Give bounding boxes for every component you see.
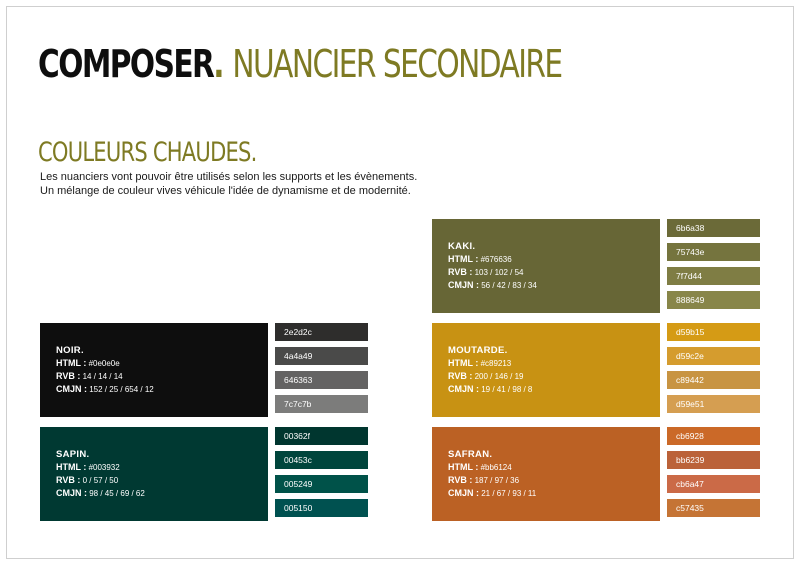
swatch-cmjn-line [56, 487, 268, 500]
title-bold: COMPOSER [38, 42, 214, 86]
shade-noir-2: 4a4a49 [275, 347, 368, 365]
swatch-html-value: #003932 [88, 463, 120, 472]
swatch-cmjn-label: CMJN : [448, 384, 479, 394]
swatch-cmjn-value: 56 / 42 / 83 / 34 [481, 281, 537, 290]
swatch-name: KAKI. [448, 241, 476, 252]
swatch-cmjn-label: CMJN : [56, 488, 87, 498]
swatch-html-label: HTML : [56, 462, 87, 472]
shade-kaki-4: 888649 [667, 291, 760, 309]
shade-sapin-2: 00453c [275, 451, 368, 469]
swatch-rvb-value: 14 / 14 / 14 [82, 372, 123, 381]
swatch-cmjn-label: CMJN : [56, 384, 87, 394]
swatch-cmjn-value: 152 / 25 / 654 / 12 [89, 385, 154, 394]
swatch-html-line [448, 357, 660, 370]
swatch-html-label: HTML : [448, 254, 479, 264]
swatch-html-line [448, 253, 660, 266]
swatch-rvb-value: 103 / 102 / 54 [474, 268, 524, 277]
swatch-safran [432, 427, 660, 521]
swatch-rvb-label: RVB : [448, 267, 473, 277]
swatch-html-line [56, 461, 268, 474]
shade-moutarde-4: d59e51 [667, 395, 760, 413]
shade-moutarde-1: d59b15 [667, 323, 760, 341]
shade-sapin-4: 005150 [275, 499, 368, 517]
swatch-html-value: #676636 [480, 255, 512, 264]
swatch-html-value: #0e0e0e [88, 359, 120, 368]
swatch-name: SAFRAN. [448, 449, 493, 460]
swatch-rvb-label: RVB : [56, 475, 81, 485]
title-dot: . [213, 42, 224, 86]
swatch-rvb-line [56, 474, 268, 487]
swatch-html-line [448, 461, 660, 474]
swatch-cmjn-label: CMJN : [448, 280, 479, 290]
shade-noir-4: 7c7c7b [275, 395, 368, 413]
swatch-html-value: #c89213 [480, 359, 512, 368]
shade-noir-3: 646363 [275, 371, 368, 389]
swatch-rvb-value: 200 / 146 / 19 [474, 372, 524, 381]
swatch-kaki [432, 219, 660, 313]
swatch-html-value: #bb6124 [480, 463, 512, 472]
intro-line-1: Les nuanciers vont pouvoir être utilisés selon les supports et les évènements. [40, 171, 418, 183]
swatch-rvb-line [56, 370, 268, 383]
swatch-name: MOUTARDE. [448, 345, 508, 356]
section-title: COULEURS CHAUDES. [38, 137, 257, 168]
swatch-rvb-line [448, 266, 660, 279]
swatch-sapin [40, 427, 268, 521]
swatch-moutarde [432, 323, 660, 417]
shade-moutarde-2: d59c2e [667, 347, 760, 365]
intro-text [40, 170, 460, 198]
swatch-rvb-value: 0 / 57 / 50 [82, 476, 119, 485]
swatch-cmjn-line [448, 383, 660, 396]
swatch-rvb-label: RVB : [448, 371, 473, 381]
swatch-rvb-line [448, 474, 660, 487]
shade-safran-2: bb6239 [667, 451, 760, 469]
swatch-cmjn-line [56, 383, 268, 396]
intro-line-2: Un mélange de couleur vives véhicule l'idée de dynamisme et de modernité. [40, 185, 411, 197]
swatch-rvb-line [448, 370, 660, 383]
swatch-noir [40, 323, 268, 417]
swatch-rvb-label: RVB : [56, 371, 81, 381]
shade-safran-3: cb6a47 [667, 475, 760, 493]
swatch-rvb-value: 187 / 97 / 36 [474, 476, 520, 485]
shade-sapin-3: 005249 [275, 475, 368, 493]
shade-safran-1: cb6928 [667, 427, 760, 445]
swatch-html-label: HTML : [448, 358, 479, 368]
swatch-cmjn-label: CMJN : [448, 488, 479, 498]
swatch-rvb-label: RVB : [448, 475, 473, 485]
shade-kaki-2: 75743e [667, 243, 760, 261]
shade-sapin-1: 00362f [275, 427, 368, 445]
shade-kaki-1: 6b6a38 [667, 219, 760, 237]
swatch-cmjn-value: 98 / 45 / 69 / 62 [89, 489, 145, 498]
swatch-html-line [56, 357, 268, 370]
swatch-name: SAPIN. [56, 449, 90, 460]
swatch-cmjn-value: 21 / 67 / 93 / 11 [481, 489, 537, 498]
swatch-html-label: HTML : [448, 462, 479, 472]
shade-moutarde-3: c89442 [667, 371, 760, 389]
title-light: NUANCIER SECONDAIRE [232, 42, 562, 86]
page-title [38, 40, 562, 84]
swatch-cmjn-line [448, 487, 660, 500]
shade-noir-1: 2e2d2c [275, 323, 368, 341]
shade-kaki-3: 7f7d44 [667, 267, 760, 285]
swatch-name: NOIR. [56, 345, 84, 356]
shade-safran-4: c57435 [667, 499, 760, 517]
swatch-cmjn-line [448, 279, 660, 292]
swatch-cmjn-value: 19 / 41 / 98 / 8 [481, 385, 533, 394]
swatch-html-label: HTML : [56, 358, 87, 368]
